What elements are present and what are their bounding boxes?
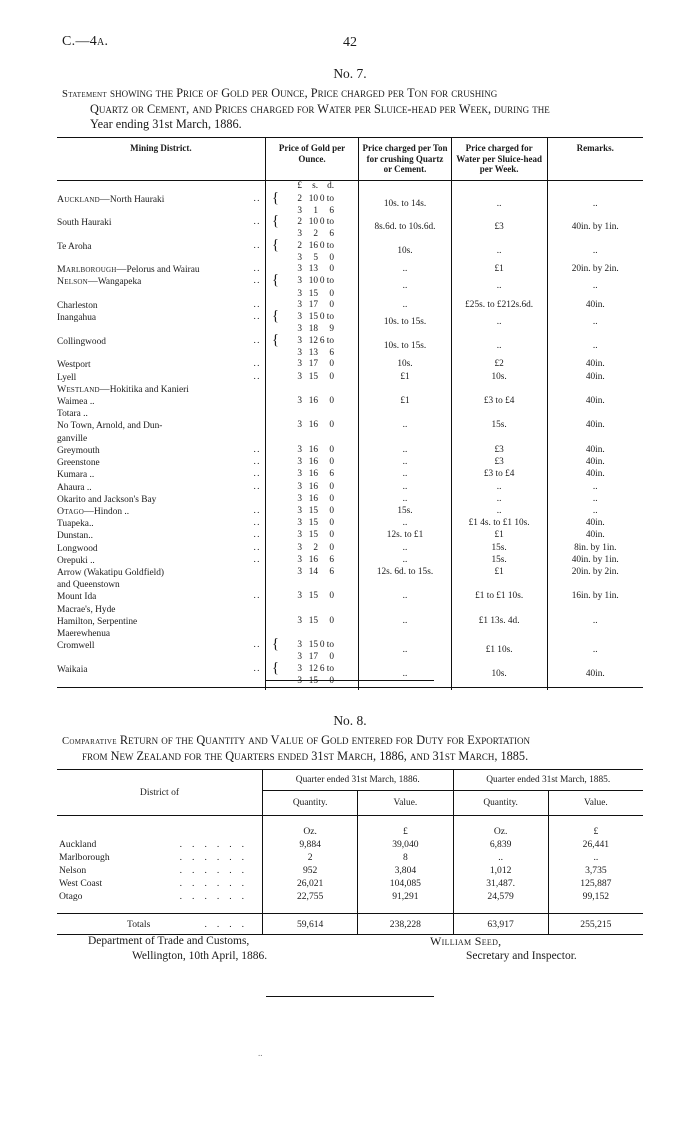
table-row: Kumara .. .. 3 16 6 .. £3 to £4 40in. <box>57 469 643 481</box>
caption-line-3-7: Year ending 31st March, 1886. <box>90 117 242 131</box>
gold-price-table-head <box>57 138 643 181</box>
table-row: No Town, Arnold, and Dun- 3 16 0 .. 15s. 40in. <box>57 420 643 432</box>
section-8-title <box>0 713 700 729</box>
table-row: Westport .. 3 17 0 10s. £2 40in. <box>57 359 643 371</box>
table-row: Greymouth .. 3 16 0 .. £3 40in. <box>57 445 643 457</box>
caption-line-1-8: Return of the Quantity and Value of Gold entered for Duty for Exportation <box>116 733 531 747</box>
page-signature: C.—4a. <box>62 34 109 49</box>
table-row: South Hauraki .. { 2 10 0 to 8s.6d. to 10s.6d. £3 40in. by 1in. <box>57 217 643 229</box>
col-price-water: Price charged for Water per Sluice-head per Week. <box>451 138 547 181</box>
caption-line-2-7: Quartz or Cement, and Prices charged for Water per Sluice-head per Week, during the <box>90 102 550 116</box>
table-row: Otago—Hindon .. .. 3 15 0 15s. .. .. <box>57 506 643 518</box>
table-row: Tuapeka.. .. 3 15 0 .. £1 4s. to £1 10s. 40in. <box>57 518 643 530</box>
table-row: Longwood .. 3 2 0 .. 15s. 8in. by 1in. <box>57 543 643 555</box>
col-value-1885: Value. <box>548 791 643 816</box>
table-row: Ahaura .. .. 3 16 0 .. .. .. <box>57 482 643 494</box>
table-row: Inangahua .. { 3 15 0 to 10s. to 15s. .. .. <box>57 312 643 324</box>
footer-place-date: Wellington, 10th April, 1886. <box>132 950 268 962</box>
table-row: Macrae's, Hyde <box>57 604 643 616</box>
table-row: £ s. d. <box>57 180 643 194</box>
table-row: 3 13 6 <box>57 348 643 359</box>
divider-rule-2 <box>266 996 434 997</box>
table-row: Orepuki .. .. 3 16 6 .. 15s. 40in. by 1in. <box>57 555 643 567</box>
gold-export-table <box>57 769 643 935</box>
gold-export-table-head <box>57 770 643 825</box>
table-row: Okarito and Jackson's Bay 3 16 0 .. .. .. <box>57 494 643 506</box>
table-row: Waimea .. 3 16 0 £1 £3 to £4 40in. <box>57 396 643 408</box>
page-number: 42 <box>343 35 357 50</box>
page-header <box>0 34 700 54</box>
col-price-gold: Price of Gold per Ounce. <box>265 138 358 181</box>
table-row: Te Aroha .. { 2 16 0 to 10s. .. .. <box>57 241 643 253</box>
table-row: Totara .. <box>57 408 643 420</box>
table-row <box>57 688 643 691</box>
caption-lead-7: Statement <box>62 89 107 100</box>
gold-price-table-body <box>57 180 643 690</box>
table-row: 3 15 0 <box>57 289 643 300</box>
col-group-1885: Quarter ended 31st March, 1885. <box>453 770 643 791</box>
section-7-caption <box>62 86 642 132</box>
section-7-number: No. 7. <box>333 66 367 81</box>
caption-line-1-7: showing the Price of Gold per Ounce, Price charged per Ton for crushing <box>106 86 498 100</box>
totals-row: Totals .... 59,614 238,228 63,917 255,215 <box>57 914 643 935</box>
col-remarks: Remarks. <box>547 138 643 181</box>
table-row: Otago ...... 22,755 91,291 24,579 99,152 <box>57 890 643 903</box>
table-row: Marlborough ...... 2 8 .. .. <box>57 851 643 864</box>
caption-lead-8: Comparative <box>62 736 117 747</box>
col-group-1886: Quarter ended 31st March, 1886. <box>263 770 453 791</box>
table-row: Nelson—Wangapeka .. { 3 10 0 to .. .. .. <box>57 276 643 288</box>
table-row: 3 18 9 <box>57 324 643 335</box>
col-value-1886: Value. <box>358 791 453 816</box>
table-row: ganville <box>57 433 643 445</box>
table-row: 3 17 0 <box>57 652 643 663</box>
col-price-ton: Price charged per Ton for crushing Quartz or Cement. <box>359 138 451 181</box>
section-8-number: No. 8. <box>333 713 367 728</box>
table-row: Hamilton, Serpentine 3 15 0 .. £1 13s. 4d. .. <box>57 616 643 628</box>
col-mining-district: Mining District. <box>57 138 265 181</box>
footer-department <box>88 934 267 964</box>
table-row: Marlborough—Pelorus and Wairau .. 3 13 0 .. £1 20in. by 2in. <box>57 264 643 276</box>
table-row: Lyell .. 3 15 0 £1 10s. 40in. <box>57 372 643 384</box>
table-row: Mount Ida .. 3 15 0 .. £1 to £1 10s. 16in. by 1in. <box>57 591 643 603</box>
col-district-of: District of <box>57 770 263 816</box>
table-row: 3 1 6 <box>57 206 643 217</box>
table-row: Dunstan.. .. 3 15 0 12s. to £1 £1 40in. <box>57 530 643 542</box>
table-row: West Coast ...... 26,021 104,085 31,487. 125,887 <box>57 877 643 890</box>
gold-export-table-body <box>57 824 643 935</box>
table-row: Auckland ...... 9,884 39,040 6,839 26,441 <box>57 838 643 851</box>
col-quantity-1886: Quantity. <box>263 791 358 816</box>
table-row: Auckland—North Hauraki .. { 2 10 0 to 10s. to 14s. .. .. <box>57 194 643 206</box>
table-row: Greenstone .. 3 16 0 .. £3 40in. <box>57 457 643 469</box>
footer-signer-title: Secretary and Inspector. <box>466 950 577 962</box>
table-row: Westland—Hokitika and Kanieri <box>57 384 643 396</box>
section-7-title <box>0 66 700 82</box>
table-row: 3 15 0 <box>57 676 643 688</box>
table-row: and Queenstown <box>57 579 643 591</box>
table-row: 3 5 0 <box>57 253 643 264</box>
page-mark: .. <box>258 1048 263 1058</box>
table-row: Waikaia .. { 3 12 6 to .. 10s. 40in. <box>57 664 643 676</box>
table-row: Collingwood .. { 3 12 6 to 10s. to 15s. .. .. <box>57 336 643 348</box>
table-row: Maerewhenua <box>57 628 643 640</box>
col-quantity-1885: Quantity. <box>453 791 548 816</box>
section-8-caption <box>62 733 647 764</box>
footer-department-line: Department of Trade and Customs, <box>88 935 250 947</box>
caption-line-2-8: from New Zealand for the Quarters ended 31st March, 1886, and 31st March, 1885. <box>82 749 529 763</box>
table-row: Nelson ...... 952 3,804 1,012 3,735 <box>57 864 643 877</box>
table-row: 3 2 6 <box>57 229 643 240</box>
table-row: Charleston .. 3 17 0 .. £25s. to £212s.6d. 40in. <box>57 300 643 312</box>
footer-signature <box>430 934 577 964</box>
table-row: Arrow (Wakatipu Goldfield) 3 14 6 12s. 6d. to 15s. £1 20in. by 2in. <box>57 567 643 579</box>
footer-signer: William Seed, <box>430 934 502 948</box>
table-row: Oz. £ Oz. £ <box>57 824 643 838</box>
divider-rule-1 <box>266 680 434 681</box>
gold-price-table <box>57 137 643 690</box>
table-row <box>57 903 643 914</box>
table-row: Cromwell .. { 3 15 0 to .. £1 10s. .. <box>57 640 643 652</box>
